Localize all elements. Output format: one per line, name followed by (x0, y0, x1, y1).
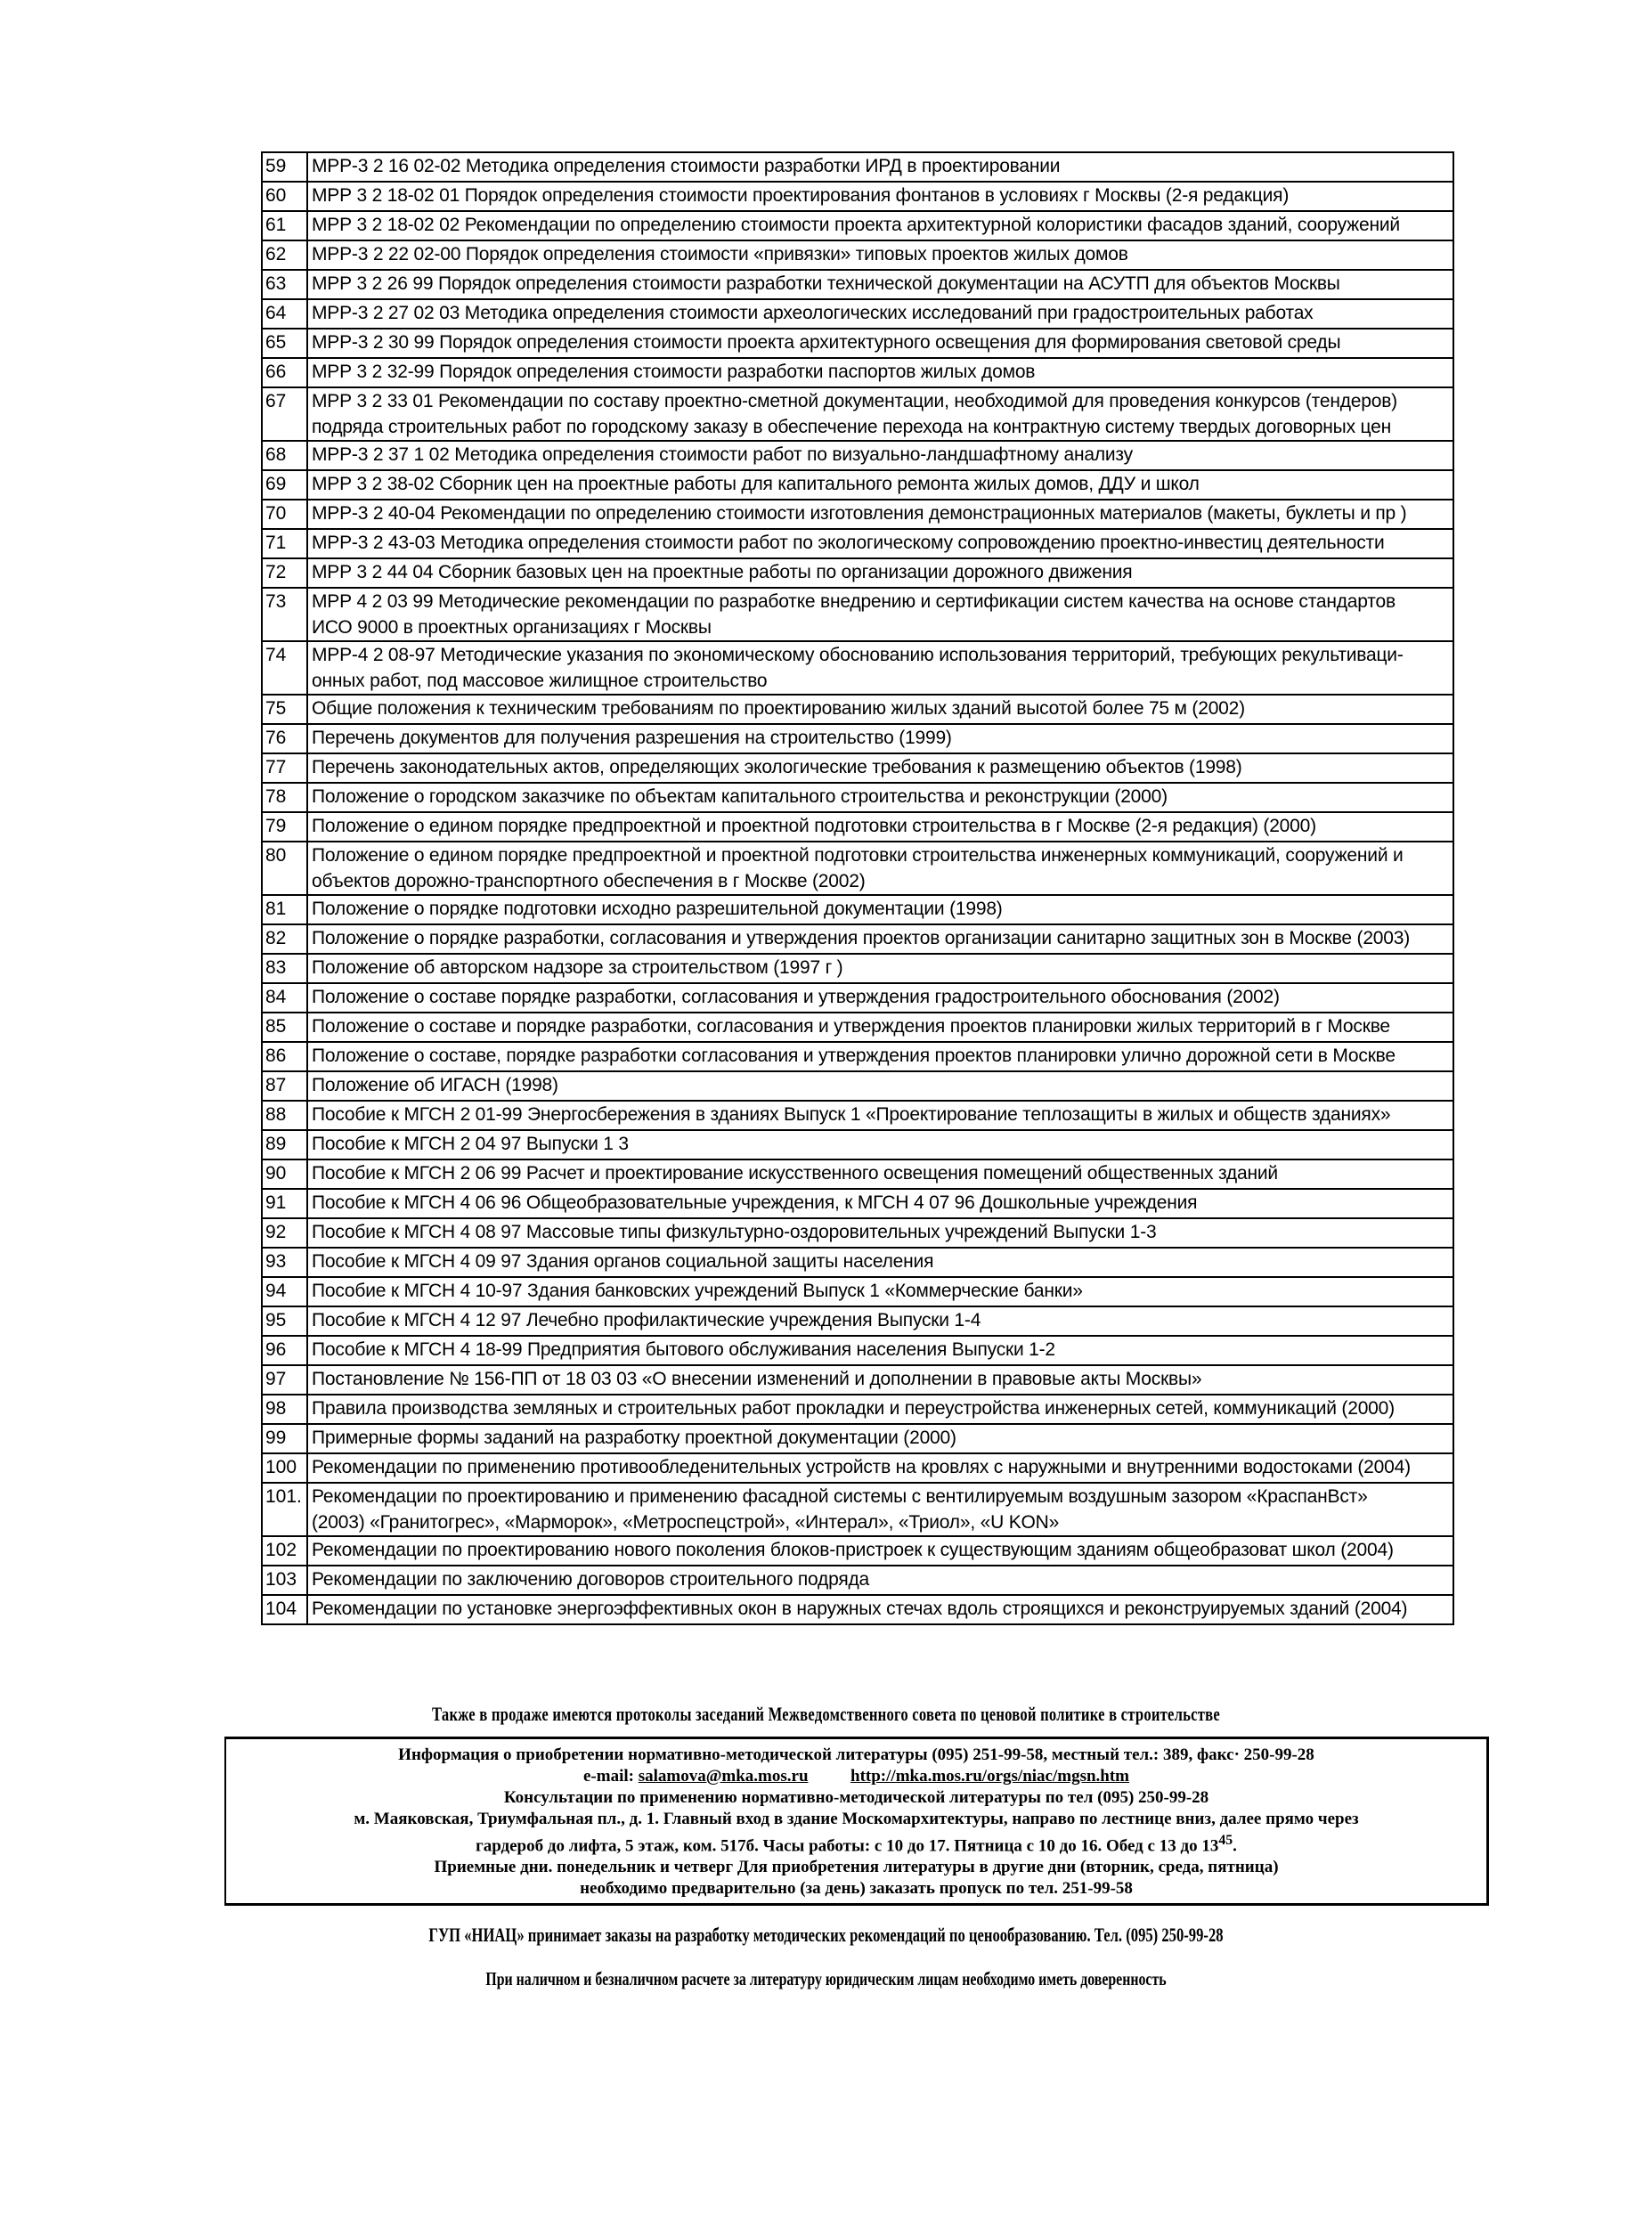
row-title (307, 641, 1453, 695)
row-title-line: Положение о составе, порядке разработки согласования и утверждения проектов планировки улично дорожной сети в Москве (312, 1045, 1396, 1066)
row-title (307, 329, 1453, 358)
row-number: 81 (262, 895, 307, 924)
row-title-line: МРР-3 2 27 02 03 Методика определения стоимости археологических исследований при градостроительных работах (312, 303, 1314, 323)
info-days-line: Приемные дни. понедельник и четверг Для приобретения литературы в другие дни (вторник, среда, пятница) (434, 1858, 1279, 1877)
row-number: 90 (262, 1159, 307, 1189)
row-title-line: Пособие к МГСН 4 08 97 Массовые типы физкультурно-оздоровительных учреждений Выпуски 1-3 (312, 1222, 1157, 1242)
row-title-line: Положение о едином порядке предпроектной и проектной подготовки строительства в г Москве (2-я редакция) (2000) (312, 816, 1316, 836)
row-title-line: Положение о порядке разработки, согласования и утверждения проектов организации санитарно защитных зон в Москве (2003) (312, 928, 1411, 948)
gup-orders-note: ГУП «НИАЦ» принимает заказы на разработку методических рекомендаций по ценообразованию. Тел. (095) 250-99-28 (428, 1924, 1224, 1946)
row-title (307, 211, 1453, 240)
info-hours-line (226, 1830, 1486, 1857)
row-title-line: Пособие к МГСН 4 10-97 Здания банковских учреждений Выпуск 1 «Коммерческие банки» (312, 1281, 1083, 1301)
row-number: 68 (262, 441, 307, 470)
info-box (224, 1737, 1489, 1906)
table-row (262, 152, 1453, 182)
table-body (262, 152, 1453, 1624)
row-title-line: Положение о порядке подготовки исходно разрешительной документации (1998) (312, 899, 1003, 919)
row-title-line: МРР-4 2 08-97 Методические указания по экономическому обоснованию использования территорий, требующих рекультиваци- (312, 645, 1404, 665)
row-title-line: Примерные формы заданий на разработку проектной документации (2000) (312, 1428, 956, 1448)
row-title-line: Пособие к МГСН 2 01-99 Энергосбережения в зданиях Выпуск 1 «Проектирование теплозащиты в жилых и общеcтв зданиях» (312, 1104, 1391, 1125)
row-number: 72 (262, 558, 307, 588)
row-title (307, 1483, 1453, 1536)
row-title-line: МРР 3 2 18-02 02 Рекомендации по определению стоимости проекта архитектурной колористики фасадов зданий, сооружений (312, 215, 1400, 235)
row-title-line: МРР 3 2 26 99 Порядок определения стоимости разработки технической документации на АСУТП для объектов Москвы (312, 273, 1340, 294)
row-title-line: Положение о едином порядке предпроектной и проектной подготовки строительства инженерных коммуникаций, сооружений и (312, 845, 1404, 866)
row-title (307, 1159, 1453, 1189)
row-number: 104 (262, 1595, 307, 1624)
table-row (262, 1595, 1453, 1624)
table-row (262, 783, 1453, 812)
row-title (307, 299, 1453, 329)
row-title-line: Рекомендации по заключению договоров строительного подряда (312, 1569, 870, 1590)
row-title-line: МРР-3 2 37 1 02 Методика определения стоимости работ по визуально-ландшафтному анализу (312, 444, 1133, 465)
row-title (307, 783, 1453, 812)
table-row (262, 211, 1453, 240)
row-title-line: Пособие к МГСН 2 06 99 Расчет и проектирование искусственного освещения помещений общественных зданий (312, 1163, 1278, 1184)
row-number: 63 (262, 270, 307, 299)
row-number: 103 (262, 1566, 307, 1595)
row-number: 69 (262, 470, 307, 500)
row-number: 70 (262, 500, 307, 529)
row-title (307, 588, 1453, 641)
table-row (262, 842, 1453, 895)
table-row (262, 1536, 1453, 1566)
row-number: 59 (262, 152, 307, 182)
table-row (262, 1189, 1453, 1218)
row-number: 77 (262, 753, 307, 783)
row-title-line: Перечень законодательных актов, определяющих экологические требования к размещению объектов (1998) (312, 757, 1242, 777)
info-purchase-line: Информация о приобретении нормативно-методической литературы (095) 251-99-58, местный тел.: 389, факс· 250-99-28 (398, 1745, 1314, 1764)
row-title-line: Положение о городском заказчике по объектам капитального строительства и реконструкции (2000) (312, 786, 1168, 807)
info-contacts-line (226, 1766, 1486, 1787)
row-title (307, 1306, 1453, 1336)
table-row (262, 1101, 1453, 1130)
info-hours-minutes: 45 (1218, 1833, 1233, 1848)
table-row (262, 812, 1453, 842)
table-row (262, 1395, 1453, 1424)
row-number: 84 (262, 983, 307, 1013)
table-row (262, 1306, 1453, 1336)
row-title (307, 1536, 1453, 1566)
row-number: 76 (262, 724, 307, 753)
row-title-line: МРР 4 2 03 99 Методические рекомендации по разработке внедрению и сертификации систем качества на основе стандартов (312, 591, 1396, 612)
row-number: 91 (262, 1189, 307, 1218)
info-consult-line: Консультации по применению нормативно-методической литературы по тел (095) 250-99-28 (503, 1788, 1209, 1807)
table-row (262, 1042, 1453, 1071)
row-title-line: Рекомендации по установке энергоэффективных окон в наружных стечах вдоль строящихся и реконструируемых зданий (2004) (312, 1599, 1408, 1619)
table-row (262, 1248, 1453, 1277)
row-title-line: Перечень документов для получения разрешения на строительство (1999) (312, 728, 952, 748)
row-title-line: МРР 3 2 32-99 Порядок определения стоимости разработки паспортов жилых домов (312, 362, 1036, 382)
table-row (262, 1013, 1453, 1042)
row-number: 74 (262, 641, 307, 695)
row-title-line: объектов дорожно-транспортного обеспечения в г Москве (2002) (312, 871, 866, 891)
row-title (307, 1424, 1453, 1453)
row-title-line: Положение об авторском надзоре за строительством (1997 г ) (312, 957, 843, 978)
table-row (262, 182, 1453, 211)
info-hours-dot: . (1233, 1836, 1237, 1856)
row-number: 96 (262, 1336, 307, 1365)
info-pass-line: необходимо предварительно (за день) заказать пропуск по тел. 251-99-58 (580, 1879, 1133, 1899)
row-number: 78 (262, 783, 307, 812)
row-title-line: Рекомендации по применению противообледенительных устройств на кровлях с наружными и внутренними водостоками (2004) (312, 1457, 1411, 1477)
row-title (307, 500, 1453, 529)
row-number: 65 (262, 329, 307, 358)
row-number: 62 (262, 240, 307, 270)
row-title (307, 1566, 1453, 1595)
row-number: 61 (262, 211, 307, 240)
row-number: 93 (262, 1248, 307, 1277)
table-row (262, 240, 1453, 270)
row-title-line: Положение о составе и порядке разработки, согласования и утверждения проектов планировки жилых территорий в г Москве (312, 1016, 1390, 1037)
website-link[interactable]: http://mka.mos.ru/orgs/niac/mgsn.htm (850, 1767, 1130, 1786)
row-title-line: Пособие к МГСН 4 12 97 Лечебно профилактические учреждения Выпуски 1-4 (312, 1310, 981, 1330)
row-number: 88 (262, 1101, 307, 1130)
info-hours-text: гардероб до лифта, 5 этаж, ком. 517б. Часы работы: с 10 до 17. Пятница с 10 до 16. Обед с 13 до 13 (476, 1836, 1219, 1856)
row-title-line: Рекомендации по проектированию нового поколения блоков-пристроек к существующим зданиям общеобразоват школ (2004) (312, 1540, 1394, 1560)
table-row (262, 558, 1453, 588)
row-title (307, 812, 1453, 842)
row-title-line: МРР 3 2 33 01 Рекомендации по составу проектно-сметной документации, необходимой для проведения конкурсов (тендеров) (312, 391, 1397, 411)
row-title-line: Пособие к МГСН 4 09 97 Здания органов социальной защиты населения (312, 1251, 934, 1272)
table-row (262, 954, 1453, 983)
table-row (262, 641, 1453, 695)
row-number: 83 (262, 954, 307, 983)
table-row (262, 695, 1453, 724)
row-title (307, 1595, 1453, 1624)
table-row (262, 1336, 1453, 1365)
row-title-line: Правила производства земляных и строительных работ прокладки и переустройства инженерных сетей, коммуникаций (2000) (312, 1398, 1395, 1419)
table-row (262, 895, 1453, 924)
table-row (262, 724, 1453, 753)
table-row (262, 753, 1453, 783)
row-title (307, 724, 1453, 753)
row-title (307, 1395, 1453, 1424)
row-title (307, 842, 1453, 895)
row-title-line: Пособие к МГСН 2 04 97 Выпуски 1 3 (312, 1134, 629, 1154)
row-title (307, 529, 1453, 558)
table-row (262, 358, 1453, 387)
row-title-line: (2003) «Гранитогрес», «Марморок», «Метроспецстрой», «Интерал», «Триол», «U KON» (312, 1512, 1060, 1533)
table-row (262, 1424, 1453, 1453)
table-row (262, 329, 1453, 358)
row-title (307, 558, 1453, 588)
row-number: 80 (262, 842, 307, 895)
row-title-line: Пособие к МГСН 4 18-99 Предприятия бытового обслуживания населения Выпуски 1-2 (312, 1339, 1055, 1360)
row-number: 85 (262, 1013, 307, 1042)
table-row (262, 441, 1453, 470)
row-title (307, 695, 1453, 724)
table-row (262, 1365, 1453, 1395)
row-title (307, 1101, 1453, 1130)
row-title (307, 1130, 1453, 1159)
row-title (307, 1042, 1453, 1071)
info-address-line: м. Маяковская, Триумфальная пл., д. 1. Главный вход в здание Москомархитектуры, направо по лестнице вниз, далее прямо через (354, 1810, 1359, 1828)
table-row (262, 1453, 1453, 1483)
row-title (307, 1218, 1453, 1248)
row-title-line: МРР-3 2 16 02-02 Методика определения стоимости разработки ИРД в проектировании (312, 156, 1061, 176)
table-row (262, 1218, 1453, 1248)
row-title (307, 895, 1453, 924)
row-title-line: Рекомендации по проектированию и применению фасадной системы с вентилируемым воздушным зазором «КраспанВст» (312, 1486, 1368, 1507)
row-number: 99 (262, 1424, 307, 1453)
row-number: 92 (262, 1218, 307, 1248)
table-row (262, 1566, 1453, 1595)
table-row (262, 270, 1453, 299)
row-title (307, 182, 1453, 211)
row-number: 66 (262, 358, 307, 387)
row-title (307, 1013, 1453, 1042)
row-number: 82 (262, 924, 307, 954)
table-row (262, 1159, 1453, 1189)
row-number: 71 (262, 529, 307, 558)
row-number: 67 (262, 387, 307, 441)
row-number: 97 (262, 1365, 307, 1395)
table-row (262, 1277, 1453, 1306)
row-title-line: Положение о составе порядке разработки, согласования и утверждения градостроительного обоснования (2002) (312, 987, 1280, 1007)
row-title (307, 1453, 1453, 1483)
row-title (307, 1248, 1453, 1277)
table-row (262, 299, 1453, 329)
row-number: 98 (262, 1395, 307, 1424)
email-label: e-mail: (582, 1767, 634, 1786)
row-number: 87 (262, 1071, 307, 1101)
row-title-line: МРР 3 2 38-02 Сборник цен на проектные работы для капитального ремонта жилых домов, ДДУ и школ (312, 474, 1200, 494)
table-row (262, 500, 1453, 529)
row-title (307, 954, 1453, 983)
table-row (262, 924, 1453, 954)
row-title (307, 152, 1453, 182)
row-number: 102 (262, 1536, 307, 1566)
table-row (262, 1483, 1453, 1536)
row-title-line: Положение об ИГАСН (1998) (312, 1075, 558, 1095)
row-number: 60 (262, 182, 307, 211)
row-title (307, 470, 1453, 500)
row-number: 94 (262, 1277, 307, 1306)
row-number: 89 (262, 1130, 307, 1159)
row-title-line: подряда строительных работ по городскому заказу в обеспечение перехода на контрактную систему твердых договорных цен (312, 417, 1391, 437)
row-title (307, 1365, 1453, 1395)
table-row (262, 529, 1453, 558)
row-title (307, 1277, 1453, 1306)
row-number: 86 (262, 1042, 307, 1071)
row-title (307, 1336, 1453, 1365)
row-title (307, 983, 1453, 1013)
row-title (307, 240, 1453, 270)
row-title (307, 1189, 1453, 1218)
row-title (307, 270, 1453, 299)
row-title-line: МРР-3 2 43-03 Методика определения стоимости работ по экологическому сопровождению проектно-инвестиц деятельности (312, 533, 1385, 553)
table-row (262, 1130, 1453, 1159)
document-list-table (261, 151, 1454, 1625)
row-number: 79 (262, 812, 307, 842)
row-title (307, 387, 1453, 441)
table-row (262, 470, 1453, 500)
row-number: 73 (262, 588, 307, 641)
table-row (262, 983, 1453, 1013)
row-number: 64 (262, 299, 307, 329)
row-title (307, 924, 1453, 954)
row-title-line: МРР-3 2 40-04 Рекомендации по определению стоимости изготовления демонстрационных материалов (макеты, буклеты и пр ) (312, 503, 1407, 524)
row-title (307, 358, 1453, 387)
row-title-line: МРР-3 2 22 02-00 Порядок определения стоимости «привязки» типовых проектов жилых домов (312, 244, 1128, 264)
row-title-line: онных работ, под массовое жилищное строительство (312, 671, 768, 691)
row-title-line: Общие положения к техническим требованиям по проектированию жилых зданий высотой более 75 м (2002) (312, 698, 1245, 719)
row-number: 75 (262, 695, 307, 724)
row-title (307, 441, 1453, 470)
row-number: 100 (262, 1453, 307, 1483)
row-title-line: ИСО 9000 в проектных организациях г Москвы (312, 617, 712, 638)
row-number: 95 (262, 1306, 307, 1336)
row-title-line: МРР 3 2 18-02 01 Порядок определения стоимости проектирования фонтанов в условиях г Москвы (2-я редакция) (312, 185, 1290, 206)
row-title-line: Постановление № 156-ПП от 18 03 03 «О внесении изменений и дополнении в правовые акты Москвы» (312, 1369, 1202, 1389)
row-title (307, 1071, 1453, 1101)
email-link[interactable]: salamova@mka.mos.ru (638, 1767, 809, 1786)
row-title-line: МРР-3 2 30 99 Порядок определения стоимости проекта архитектурного освещения для формирования световой среды (312, 332, 1341, 353)
row-title (307, 753, 1453, 783)
payment-note: При наличном и безналичном расчете за литературу юридическим лицам необходимо иметь доверенность (485, 1968, 1167, 1989)
table-row (262, 387, 1453, 441)
table-row (262, 1071, 1453, 1101)
row-title-line: Пособие к МГСН 4 06 96 Общеобразовательные учреждения, к МГСН 4 07 96 Дошкольные учреждения (312, 1192, 1198, 1213)
table-row (262, 588, 1453, 641)
row-title-line: МРР 3 2 44 04 Сборник базовых цен на проектные работы по организации дорожного движения (312, 562, 1133, 582)
row-number: 101. (262, 1483, 307, 1536)
protocols-note: Также в продаже имеются протоколы заседаний Межведомственного совета по ценовой политике в строительстве (432, 1703, 1220, 1725)
